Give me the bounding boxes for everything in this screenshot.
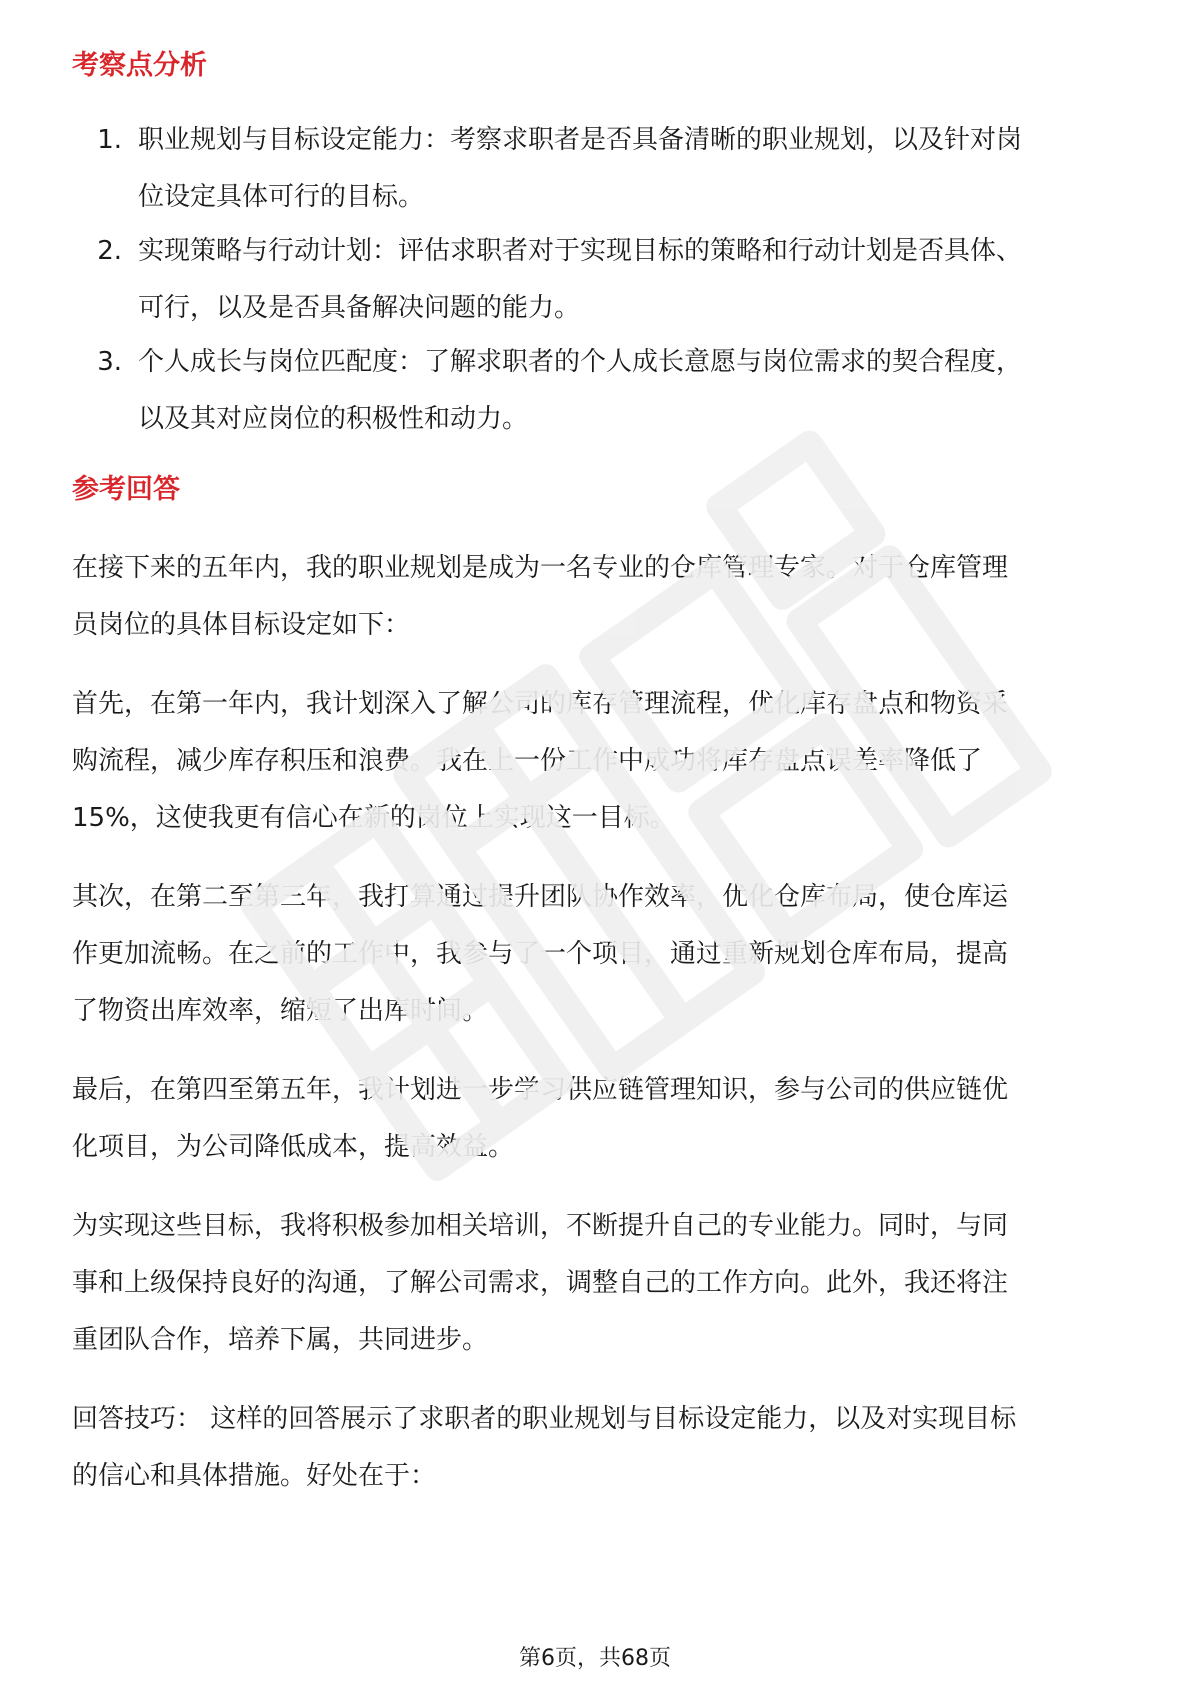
line: 重团队合作，培养下属，共同进步。 — [72, 1325, 489, 1355]
line: 以及其对应岗位的积极性和动力。 — [138, 404, 529, 434]
analysis-title: 考察点分析 — [72, 50, 207, 81]
paragraph — [72, 676, 1118, 847]
answer-body — [72, 540, 1118, 1505]
line: 个人成长与岗位匹配度：了解求职者的个人成长意愿与岗位需求的契合程度， — [138, 347, 1023, 377]
line: 可行，以及是否具备解决问题的能力。 — [138, 293, 581, 323]
line: 首先，在第一年内，我计划深入了解公司的库存管理流程，优化库存盘点和物资采 — [72, 689, 1009, 719]
page-footer: 第6页，共68页 — [519, 1646, 671, 1671]
paragraph — [72, 1198, 1118, 1369]
list-text — [122, 223, 1118, 337]
line: 作更加流畅。在之前的工作中，我参与了一个项目，通过重新规划仓库布局，提高 — [72, 939, 1009, 969]
list-number: 2. — [97, 236, 122, 266]
line: 15%，这使我更有信心在新的岗位上实现这一目标。 — [72, 803, 676, 833]
line: 了物资出库效率，缩短了出库时间。 — [72, 996, 489, 1026]
list-item — [72, 223, 1118, 337]
line: 员岗位的具体目标设定如下： — [72, 610, 411, 640]
paragraph — [72, 869, 1118, 1040]
answer-title: 参考回答 — [72, 474, 180, 505]
line: 的信心和具体措施。好处在于： — [72, 1461, 437, 1491]
line: 位设定具体可行的目标。 — [138, 182, 425, 212]
paragraph — [72, 540, 1118, 654]
line: 购流程，减少库存积压和浪费。我在上一份工作中成功将库存盘点误差率降低了 — [72, 746, 983, 776]
line: 最后，在第四至第五年，我计划进一步学习供应链管理知识，参与公司的供应链优 — [72, 1075, 1009, 1105]
list-item — [72, 112, 1118, 226]
line: 实现策略与行动计划：评估求职者对于实现目标的策略和行动计划是否具体、 — [138, 236, 1023, 266]
analysis-list — [72, 112, 1118, 448]
list-text — [122, 334, 1118, 448]
list-number: 1. — [97, 125, 122, 155]
line: 职业规划与目标设定能力：考察求职者是否具备清晰的职业规划，以及针对岗 — [138, 125, 1023, 155]
line: 其次，在第二至第三年，我打算通过提升团队协作效率，优化仓库布局，使仓库运 — [72, 882, 1009, 912]
list-number: 3. — [97, 347, 122, 377]
line: 为实现这些目标，我将积极参加相关培训，不断提升自己的专业能力。同时，与同 — [72, 1211, 1009, 1241]
list-text — [122, 112, 1118, 226]
list-item — [72, 334, 1118, 448]
paragraph — [72, 1062, 1118, 1176]
line: 事和上级保持良好的沟通，了解公司需求，调整自己的工作方向。此外，我还将注 — [72, 1268, 1009, 1298]
line: 化项目，为公司降低成本，提高效益。 — [72, 1132, 515, 1162]
line: 回答技巧： 这样的回答展示了求职者的职业规划与目标设定能力，以及对实现目标 — [72, 1404, 1017, 1434]
paragraph — [72, 1391, 1118, 1505]
line: 在接下来的五年内，我的职业规划是成为一名专业的仓库管理专家。对于仓库管理 — [72, 553, 1009, 583]
